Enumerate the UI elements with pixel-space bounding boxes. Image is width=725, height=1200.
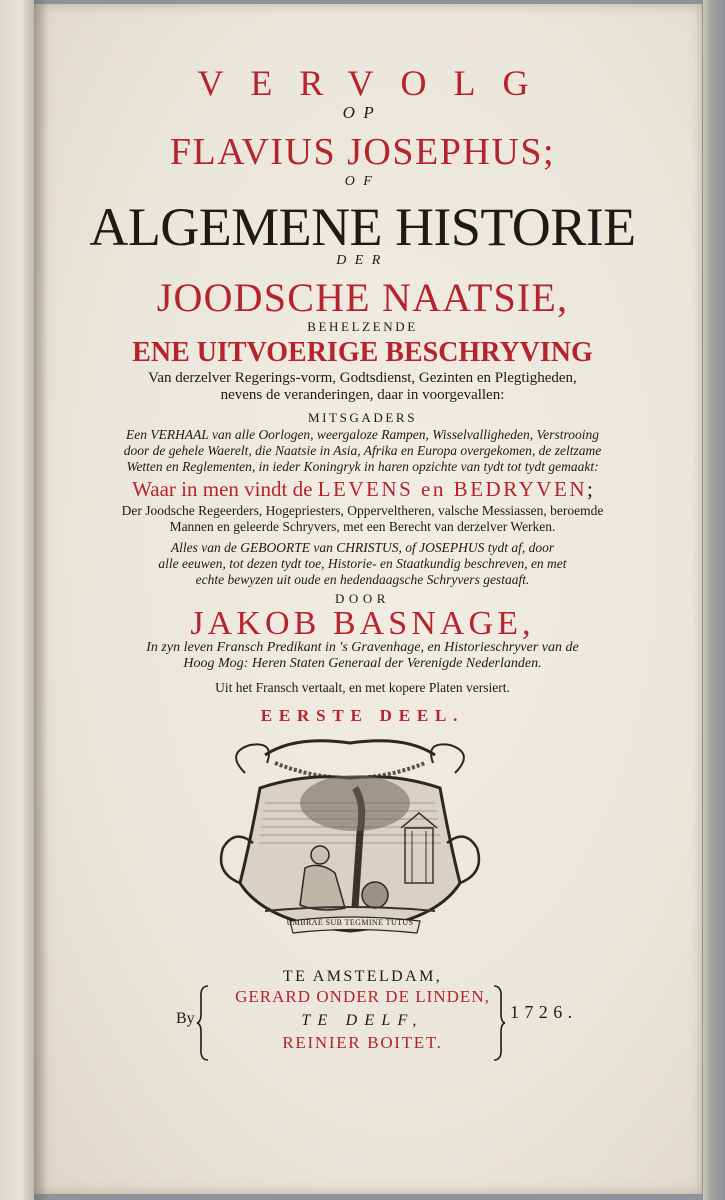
description-line-3: Wetten en Reglementen, in ieder Koningryk in haren opzichte van tydt tot tydt gemaakt: bbox=[126, 459, 599, 474]
subtitle-line-1: Van derzelver Regerings-vorm, Godtsdienst, Gezinten en Plegtigheden, bbox=[148, 370, 577, 386]
title-line-behelzende: BEHELZENDE bbox=[307, 319, 418, 334]
description-line-2: door de gehele Waerelt, die Naatsie in Asia, Afrika en Europa overgekomen, de zeltzame bbox=[123, 443, 602, 458]
alles-line-2: alle eeuwen, tot dezen tydt toe, Historie- en Staatkundig beschreven, en met bbox=[158, 556, 567, 571]
title-line-of: OF bbox=[344, 174, 381, 189]
volume-label: EERSTE DEEL. bbox=[260, 706, 465, 725]
alles-line-1: Alles van de GEBOORTE van CHRISTUS, of JOSEPHUS tydt af, door bbox=[170, 540, 555, 555]
levens-line-emphasis: LEVENS en BEDRYVEN bbox=[317, 477, 588, 501]
imprint-place-delf: TE DELF, bbox=[301, 1012, 424, 1029]
mitsgaders-line: MITSGADERS bbox=[307, 410, 418, 425]
title-line-joodsche: JOODSCHE NAATSIE, bbox=[156, 275, 569, 320]
title-line-vervolg: VERVOLG bbox=[197, 63, 556, 103]
author-title-line-2: Hoog Mog: Heren Staten Generaal der Verenigde Nederlanden. bbox=[183, 656, 542, 671]
regeerders-line-2: Mannen en geleerde Schryvers, met een Berecht van derzelver Werken. bbox=[169, 519, 556, 534]
subtitle-line-2: nevens de veranderingen, daar in voorgevallen: bbox=[220, 387, 505, 403]
title-line-algemene: ALGEMENE HISTORIE bbox=[89, 197, 636, 257]
title-line-op: OP bbox=[342, 103, 383, 122]
imprint-block bbox=[0, 960, 725, 1060]
description-line-1: Een VERHAAL van alle Oorlogen, weergaloze Rampen, Wisselvalligheden, Verstrooing bbox=[125, 427, 600, 442]
vignette-engraving bbox=[205, 733, 495, 948]
imprint-printer-gerard: GERARD ONDER DE LINDEN, bbox=[235, 987, 490, 1006]
engraved-vignette bbox=[205, 733, 495, 948]
translation-note: Uit het Fransch vertaalt, en met kopere Platen versiert. bbox=[215, 680, 510, 695]
author-name: JAKOB BASNAGE, bbox=[190, 605, 535, 642]
levens-line bbox=[0, 477, 725, 502]
imprint-year: 1726. bbox=[510, 1002, 578, 1022]
imprint-printer-reinier: REINIER BOITET. bbox=[282, 1033, 443, 1052]
levens-line-lead: Waar in men vindt de bbox=[132, 477, 318, 501]
title-line-der: DER bbox=[336, 253, 389, 268]
title-line-flavius: FLAVIUS JOSEPHUS; bbox=[169, 131, 556, 173]
vignette-motto: UMBRAE SUB TEGMINE TUTUS bbox=[286, 918, 414, 927]
author-title-line-1: In zyn leven Fransch Predikant in 's Gravenhage, en Historieschryver van de bbox=[146, 640, 579, 655]
title-line-beschryving: ENE UITVOERIGE BESCHRYVING bbox=[132, 337, 593, 368]
right-brace-icon bbox=[492, 984, 506, 1062]
imprint-place-amsterdam: TE AMSTELDAM, bbox=[282, 968, 443, 985]
imprint-by: By bbox=[176, 1010, 195, 1027]
alles-line-3: echte bewyzen uit oude en hedendaagsche Schryvers gestaaft. bbox=[195, 572, 530, 587]
door-line: DOOR bbox=[334, 591, 391, 606]
regeerders-line-1: Der Joodsche Regeerders, Hogepriesters, Opperveltheren, valsche Messiassen, beroemde bbox=[121, 503, 604, 518]
left-brace-icon bbox=[196, 984, 210, 1062]
levens-line-end: ; bbox=[587, 477, 593, 501]
